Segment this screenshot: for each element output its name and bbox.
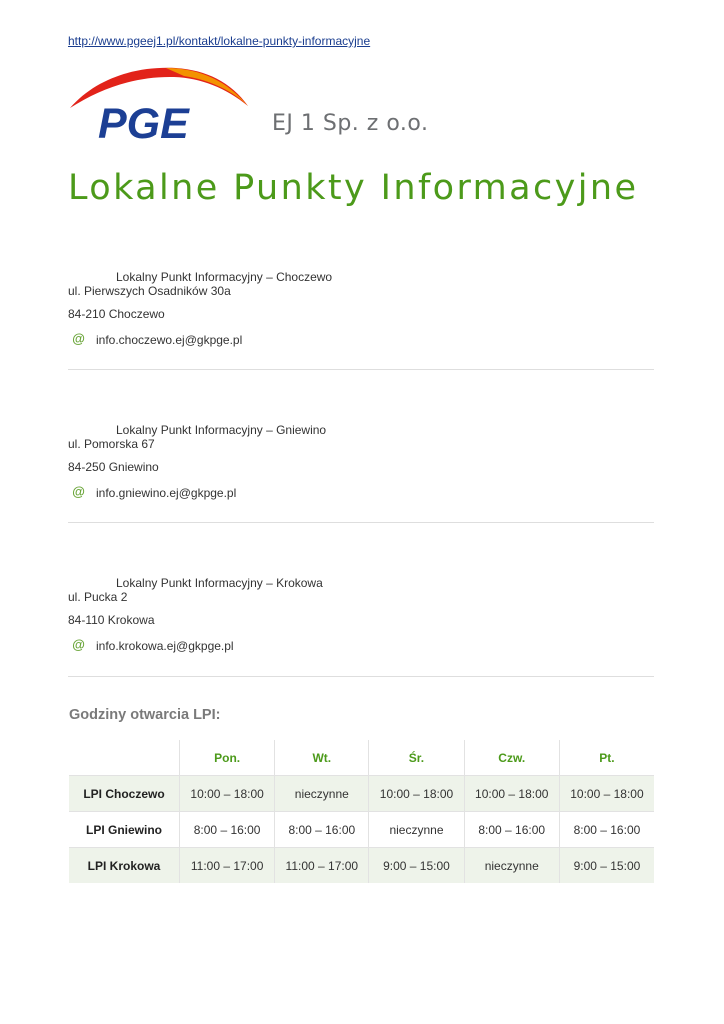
table-cell: 11:00 – 17:00 bbox=[275, 848, 369, 884]
divider bbox=[68, 676, 654, 677]
point-email-row bbox=[68, 637, 654, 655]
pge-logo bbox=[66, 64, 256, 146]
page-url-link[interactable]: http://www.pgeej1.pl/kontakt/lokalne-punkty-informacyjne bbox=[68, 34, 371, 48]
opening-hours-table bbox=[69, 740, 654, 883]
table-cell: 8:00 – 16:00 bbox=[573, 822, 641, 837]
column-header: Śr. bbox=[369, 740, 464, 776]
table-row bbox=[69, 776, 654, 812]
table-cell: 11:00 – 17:00 bbox=[180, 848, 275, 884]
info-point-choczewo bbox=[68, 270, 654, 349]
email-at-icon: @ bbox=[72, 331, 85, 346]
point-email-link[interactable]: info.choczewo.ej@gkpge.pl bbox=[96, 333, 243, 347]
info-point-krokowa bbox=[68, 576, 654, 655]
table-row bbox=[69, 848, 654, 884]
column-header: Czw. bbox=[464, 740, 559, 776]
point-street: ul. Pierwszych Osadników 30a bbox=[68, 284, 231, 298]
point-city: 84-110 Krokowa bbox=[68, 613, 155, 627]
divider bbox=[68, 522, 654, 523]
table-corner-cell bbox=[69, 740, 180, 776]
pge-logo-mark bbox=[66, 64, 256, 146]
logo-text: PGE bbox=[98, 100, 189, 146]
point-name: Lokalny Punkt Informacyjny – Choczewo bbox=[116, 270, 333, 284]
point-city: 84-250 Gniewino bbox=[68, 460, 159, 474]
point-street: ul. Pucka 2 bbox=[68, 590, 128, 604]
table-header-row bbox=[69, 740, 654, 776]
row-label: LPI Choczewo bbox=[69, 776, 180, 812]
point-email-row bbox=[68, 484, 654, 502]
row-label: LPI Krokowa bbox=[69, 848, 180, 884]
table-cell: nieczynne bbox=[464, 848, 559, 884]
point-name: Lokalny Punkt Informacyjny – Gniewino bbox=[116, 423, 327, 437]
table-cell: 10:00 – 18:00 bbox=[464, 776, 559, 812]
column-header: Pt. bbox=[599, 750, 615, 765]
point-name: Lokalny Punkt Informacyjny – Krokowa bbox=[116, 576, 323, 590]
info-point-gniewino bbox=[68, 423, 654, 502]
table-cell: 8:00 – 16:00 bbox=[275, 812, 369, 848]
table-cell: 9:00 – 15:00 bbox=[559, 848, 654, 884]
divider bbox=[68, 369, 654, 370]
point-email-link[interactable]: info.krokowa.ej@gkpge.pl bbox=[96, 639, 234, 653]
page-title: Lokalne Punkty Informacyjne bbox=[68, 168, 639, 208]
point-email-row bbox=[68, 331, 654, 349]
point-email-link[interactable]: info.gniewino.ej@gkpge.pl bbox=[96, 486, 237, 500]
email-at-icon: @ bbox=[72, 637, 85, 652]
table-cell: 8:00 – 16:00 bbox=[180, 812, 275, 848]
table-cell: 8:00 – 16:00 bbox=[464, 812, 559, 848]
table-cell: 10:00 – 18:00 bbox=[180, 776, 275, 812]
table-cell: 10:00 – 18:00 bbox=[559, 776, 654, 812]
hours-title: Godziny otwarcia LPI: bbox=[69, 707, 221, 723]
table-cell: nieczynne bbox=[275, 776, 369, 812]
point-street: ul. Pomorska 67 bbox=[68, 437, 155, 451]
column-header: Wt. bbox=[275, 740, 369, 776]
column-header: Pon. bbox=[180, 740, 275, 776]
table-cell: 10:00 – 18:00 bbox=[369, 776, 464, 812]
table-cell: nieczynne bbox=[369, 812, 464, 848]
logo-subtitle: EJ 1 Sp. z o.o. bbox=[272, 111, 429, 136]
table-row bbox=[69, 812, 654, 848]
point-city: 84-210 Choczewo bbox=[68, 307, 165, 321]
table-cell: 9:00 – 15:00 bbox=[369, 848, 464, 884]
email-at-icon: @ bbox=[72, 484, 85, 499]
row-label: LPI Gniewino bbox=[69, 812, 180, 848]
